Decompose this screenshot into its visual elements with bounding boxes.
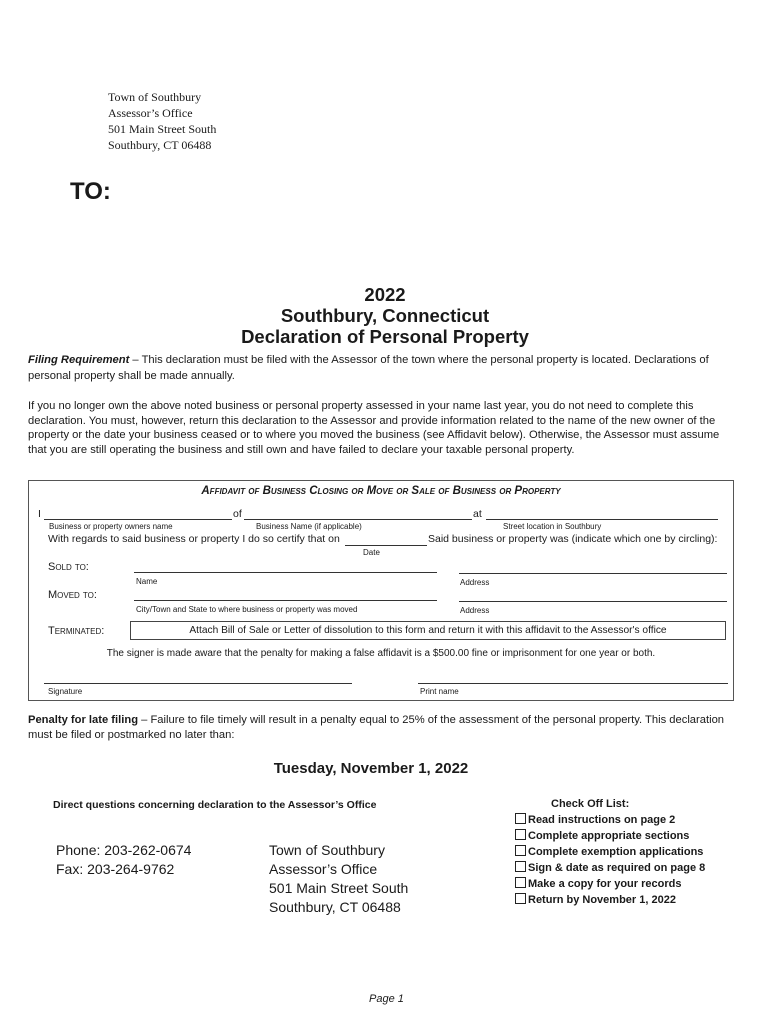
date-caption: Date xyxy=(363,548,380,557)
checklist-item[interactable] xyxy=(515,876,705,892)
no-longer-paragraph: If you no longer own the above noted business or personal property assessed in your name last year, you do not need to complete this declaration. You must, however, return this declaration to the Assessor and provide information related to the name of the new owner of the property or the date your business ceased or to where you moved the business (see Affidavit below). Otherwise, the Assessor must assume that you are still operating the business and still own and have failed to declare your taxable personal property. xyxy=(28,400,720,456)
moved-city-field[interactable] xyxy=(134,600,437,601)
checklist-item[interactable] xyxy=(515,860,705,876)
contact-phones xyxy=(56,841,191,879)
print-name-caption: Print name xyxy=(420,687,459,696)
checklist-heading: Check Off List: xyxy=(551,798,630,810)
checklist-item-label: Read instructions on page 2 xyxy=(528,814,676,826)
moved-address-field[interactable] xyxy=(459,601,727,602)
title-main: Declaration of Personal Property xyxy=(241,326,529,347)
page-title xyxy=(0,284,770,347)
address-caption-2: Address xyxy=(460,606,490,615)
sender-line: 501 Main Street South xyxy=(108,122,217,136)
filing-text: – This declaration must be filed with the Assessor of the town where the personal property is located. Declarations of personal property shall be made annually. xyxy=(28,354,709,382)
print-name-field[interactable] xyxy=(418,683,728,684)
contact-address-line: 501 Main Street South xyxy=(269,880,409,896)
checklist-item-label: Sign & date as required on page 8 xyxy=(528,862,706,874)
sold-name-field[interactable] xyxy=(134,572,437,573)
late-filing-paragraph xyxy=(28,713,728,743)
sold-to-label: Sold to: xyxy=(48,561,89,573)
late-filing-label: Penalty for late filing xyxy=(28,714,139,726)
contact-address-line: Assessor’s Office xyxy=(269,861,378,877)
said-text: Said business or property was (indicate which one by circling): xyxy=(428,533,718,545)
at-label: at xyxy=(473,508,482,520)
street-location-field[interactable] xyxy=(486,519,718,520)
owner-name-field[interactable] xyxy=(44,519,232,520)
of-label: of xyxy=(233,508,242,520)
false-affidavit-warning: The signer is made aware that the penalty for making a false affidavit is a $500.00 fine or imprisonment for one year or both. xyxy=(106,648,656,659)
affidavit-title: Affidavit of Business Closing or Move or Sale of Business or Property xyxy=(201,485,561,497)
checklist-item[interactable] xyxy=(515,828,705,844)
checkbox-icon[interactable] xyxy=(515,829,526,840)
i-label: I xyxy=(38,508,41,520)
checklist-item-label: Complete exemption applications xyxy=(528,846,704,858)
terminated-note: Attach Bill of Sale or Letter of dissolution to this form and return it with this affidavit to the Assessor's office xyxy=(130,621,726,640)
checklist-item[interactable] xyxy=(515,812,705,828)
sender-address xyxy=(108,89,216,153)
checkbox-icon[interactable] xyxy=(515,845,526,856)
sold-address-field[interactable] xyxy=(459,573,727,574)
title-year: 2022 xyxy=(364,284,406,305)
title-location: Southbury, Connecticut xyxy=(280,305,490,326)
sender-line: Southbury, CT 06488 xyxy=(108,138,212,152)
contact-address-line: Town of Southbury xyxy=(269,842,385,858)
checklist-item[interactable] xyxy=(515,844,705,860)
checklist-item-label: Complete appropriate sections xyxy=(528,830,690,842)
checkbox-icon[interactable] xyxy=(515,813,526,824)
page-number: Page 1 xyxy=(369,993,404,1005)
phone-number: Phone: 203-262-0674 xyxy=(56,842,192,858)
checkbox-icon[interactable] xyxy=(515,861,526,872)
contact-address xyxy=(269,841,408,917)
contact-heading: Direct questions concerning declaration to the Assessor’s Office xyxy=(53,799,377,811)
certify-text: With regards to said business or property I do so certify that on xyxy=(48,533,340,545)
street-caption: Street location in Southbury xyxy=(503,522,602,531)
checkbox-icon[interactable] xyxy=(515,877,526,888)
business-name-field[interactable] xyxy=(244,519,472,520)
to-label: TO: xyxy=(70,178,111,205)
sender-line: Assessor’s Office xyxy=(108,106,193,120)
business-caption: Business Name (if applicable) xyxy=(256,522,362,531)
sender-line: Town of Southbury xyxy=(108,90,202,104)
checklist-item-label: Make a copy for your records xyxy=(528,878,682,890)
checkbox-icon[interactable] xyxy=(515,893,526,904)
moved-to-label: Moved to: xyxy=(48,589,97,601)
date-field[interactable] xyxy=(345,545,427,546)
checklist xyxy=(515,812,705,908)
filing-label: Filing Requirement xyxy=(28,354,130,366)
checklist-item-label: Return by November 1, 2022 xyxy=(528,894,676,906)
name-caption: Name xyxy=(136,577,158,586)
fax-number: Fax: 203-264-9762 xyxy=(56,861,175,877)
address-caption: Address xyxy=(460,578,490,587)
late-filing-text: – Failure to file timely will result in a penalty equal to 25% of the assessment of the personal property. This declaration must be filed or postmarked no later than: xyxy=(28,714,725,741)
filing-requirement xyxy=(28,352,728,384)
deadline-date: Tuesday, November 1, 2022 xyxy=(273,760,469,777)
signature-field[interactable] xyxy=(44,683,352,684)
terminated-label: Terminated: xyxy=(48,625,105,637)
affidavit-box xyxy=(28,480,734,701)
owner-caption: Business or property owners name xyxy=(49,522,173,531)
signature-caption: Signature xyxy=(48,687,83,696)
city-caption: City/Town and State to where business or property was moved xyxy=(136,605,358,614)
contact-address-line: Southbury, CT 06488 xyxy=(269,899,401,915)
checklist-item[interactable] xyxy=(515,892,705,908)
